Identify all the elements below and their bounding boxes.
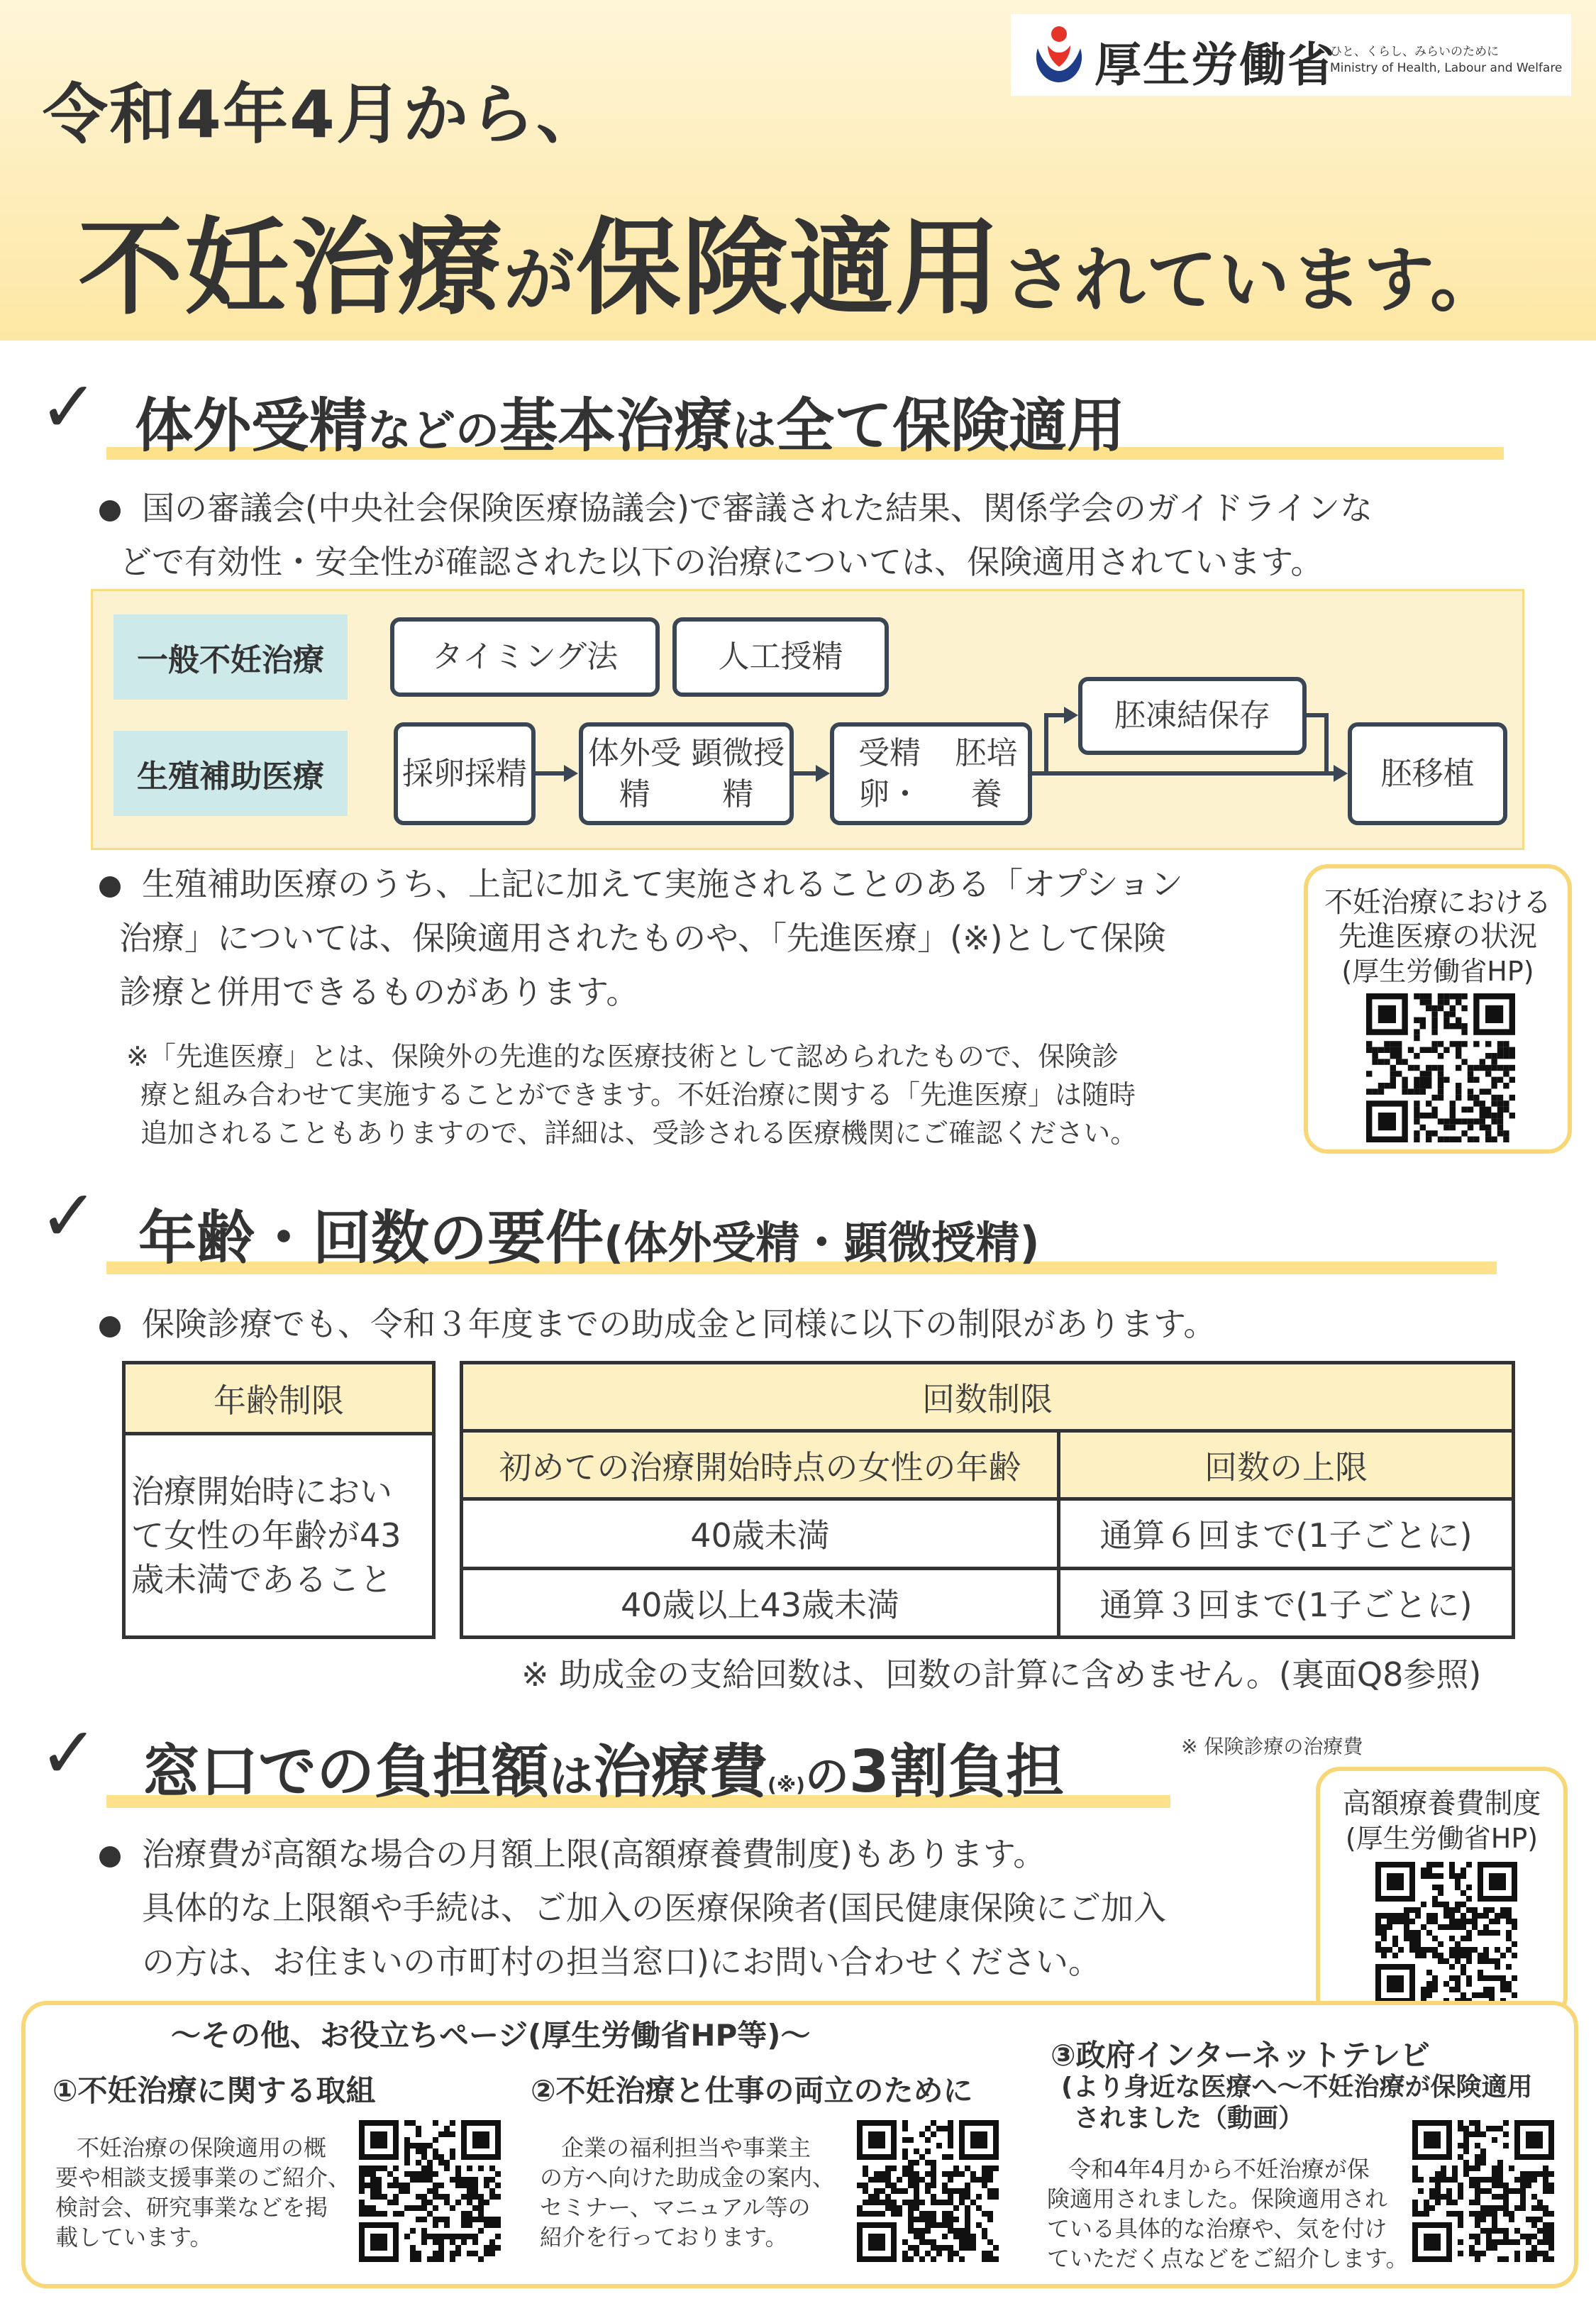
check-icon: ✓ bbox=[39, 1174, 99, 1257]
label-assisted-reproduction: 生殖補助医療 bbox=[113, 731, 348, 816]
advanced-care-note-line2: 療と組み合わせて実施することができます。不妊治療に関する「先進医療」は随時 bbox=[140, 1079, 1136, 1110]
ministry-tagline: ひと、くらし、みらいのために bbox=[1330, 45, 1499, 59]
section3-title-note: ※ 保険診療の治療費 bbox=[1181, 1735, 1363, 1758]
age-limit-value: 治療開始時におい て女性の年齢が43 歳未満であること bbox=[124, 1434, 434, 1638]
link1-title[interactable]: ①不妊治療に関する取組 bbox=[52, 2073, 376, 2108]
bullet-dot-icon bbox=[99, 1316, 121, 1337]
section1-bullet2-line3: 診療と併用できるものがあります。 bbox=[119, 973, 639, 1011]
col-header-limit: 回数の上限 bbox=[1059, 1431, 1514, 1499]
box-timing-method: タイミング法 bbox=[390, 617, 660, 697]
box-embryo-freezing: 胚凍結保存 bbox=[1078, 677, 1307, 755]
headline-fertility-treatment: 不妊治療 bbox=[78, 207, 504, 329]
headline-line1: 令和4年4月から、 bbox=[43, 77, 604, 153]
box-embryo-transfer: 胚移植 bbox=[1348, 722, 1507, 825]
count-note: ※ 助成金の支給回数は、回数の計算に含めません。(裏面Q8参照) bbox=[521, 1655, 1482, 1694]
box-artificial-insemination: 人工授精 bbox=[672, 617, 889, 697]
headline-particle-ga: が bbox=[504, 238, 576, 321]
headline-insurance-coverage: 保険適用 bbox=[576, 207, 1002, 329]
section3-line2: 具体的な上限額や手続は、ご加入の医療保険者(国民健康保険にご加入 bbox=[142, 1889, 1166, 1927]
section1-bullet2-line2: 治療」については、保険適用されたものや、「先進医療」(※)として保険 bbox=[119, 919, 1166, 957]
advanced-care-note-line3: 追加されることもありますので、詳細は、受診される医療機関にご確認ください。 bbox=[140, 1118, 1138, 1149]
bullet-dot-icon bbox=[99, 1846, 121, 1868]
col-header-age: 初めての治療開始時点の女性の年齢 bbox=[462, 1431, 1059, 1499]
age-limit-table bbox=[122, 1361, 436, 1639]
link2-title[interactable]: ②不妊治療と仕事の両立のために bbox=[531, 2073, 973, 2108]
section1-bullet2: 生殖補助医療のうち、上記に加えて実施されることのある「オプション bbox=[99, 857, 1183, 911]
qr-high-cost-link[interactable]: 高額療養費制度 (厚生労働省HP) bbox=[1316, 1767, 1568, 2021]
qr-code-icon bbox=[1375, 1862, 1517, 2004]
section1-bullet1-line2: どで有効性・安全性が確認された以下の治療については、保険適用されています。 bbox=[119, 543, 1324, 581]
label-general-infertility: 一般不妊治療 bbox=[113, 614, 348, 700]
section2-title: 年齢・回数の要件(体外受精・顕微授精) bbox=[138, 1205, 1040, 1272]
section3-line3: の方は、お住まいの市町村の担当窓口)にお問い合わせください。 bbox=[142, 1943, 1101, 1981]
section3-title: 窓口での負担額は治療費(※)の3割負担 bbox=[142, 1738, 1064, 1806]
section1-title: 体外受精などの基本治療は全て保険適用 bbox=[135, 392, 1126, 460]
section2-bullet: 保険診療でも、令和３年度までの助成金と同様に以下の制限があります。 bbox=[99, 1297, 1216, 1351]
check-icon: ✓ bbox=[39, 365, 99, 448]
box-ivf-icsi: 体外受精 顕微授精 bbox=[579, 722, 794, 825]
qr-code-icon bbox=[1366, 993, 1515, 1142]
qr-code-icon[interactable] bbox=[1412, 2120, 1554, 2262]
check-icon: ✓ bbox=[39, 1711, 99, 1794]
link3-title[interactable]: ③政府インターネットテレビ bbox=[1051, 2038, 1430, 2073]
section3-bullet: 治療費が高額な場合の月額上限(高額療養費制度)もあります。 bbox=[99, 1827, 1046, 1881]
box-embryo-culture: 受精卵・ 胚培養 bbox=[830, 722, 1032, 825]
bullet-dot-icon bbox=[99, 876, 121, 898]
table-row bbox=[462, 1499, 1514, 1569]
ministry-name: 厚生労働省 bbox=[1095, 38, 1336, 92]
headline-suffix: されています。 bbox=[1002, 238, 1502, 321]
box-egg-sperm-retrieval: 採卵 採精 bbox=[394, 722, 536, 825]
useful-pages-box: ～その他、お役立ちページ(厚生労働省HP等)～ ①不妊治療に関する取組 不妊治療の保険適用の概 要や相談支援事業のご紹介、 検討会、研究事業などを掲 載しています。 ②不妊治療と仕事の両立のために 企業の福利担当や事業主 の方へ向けた助成金の案内、 セミナー、マニュアル等の 紹介を行っております。 ③政府インターネットテレビ (より身近な医療へ～不妊治療が保険適用 されました（動画） 令和4年4月から不妊治療が保 険適用されました。保険適用され ている具体的な治療や、気を付け ていただく点などをご紹介します。 bbox=[21, 2001, 1578, 2288]
count-limit-header: 回数制限 bbox=[462, 1363, 1514, 1431]
ministry-english-name: Ministry of Health, Labour and Welfare bbox=[1330, 61, 1563, 75]
qr-code-icon[interactable] bbox=[857, 2120, 999, 2262]
row-limit: 通算３回まで(1子ごとに) bbox=[1059, 1568, 1514, 1638]
age-limit-header: 年齢制限 bbox=[124, 1363, 434, 1434]
row-age: 40歳以上43歳未満 bbox=[462, 1568, 1059, 1638]
useful-pages-title: ～その他、お役立ちページ(厚生労働省HP等)～ bbox=[171, 2018, 811, 2053]
qr-advanced-care-link[interactable]: 不妊治療における 先進医療の状況 (厚生労働省HP) bbox=[1304, 864, 1572, 1154]
advanced-care-note-line1: ※「先進医療」とは、保険外の先進的な医療技術として認められたもので、保険診 bbox=[126, 1041, 1119, 1072]
flow-arrows bbox=[0, 0, 1596, 887]
row-age: 40歳未満 bbox=[462, 1499, 1059, 1569]
count-limit-table bbox=[460, 1361, 1515, 1639]
qr-code-icon[interactable] bbox=[359, 2120, 501, 2262]
row-limit: 通算６回まで(1子ごとに) bbox=[1059, 1499, 1514, 1569]
section1-bullet1: 国の審議会(中央社会保険医療協議会)で審議された結果、関係学会のガイドラインな bbox=[99, 481, 1373, 535]
table-row bbox=[462, 1568, 1514, 1638]
